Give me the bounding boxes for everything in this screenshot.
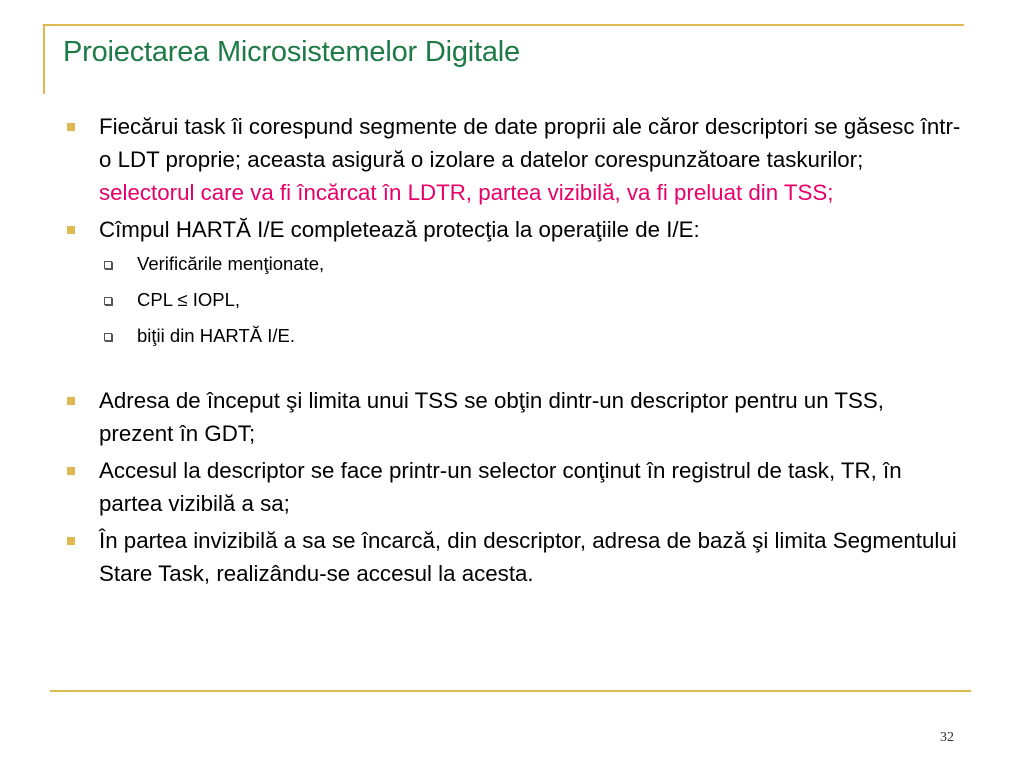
page-number: 32 xyxy=(940,730,954,745)
square-bullet-icon xyxy=(67,397,75,405)
bullet-item xyxy=(62,524,962,590)
hollow-square-bullet-icon xyxy=(104,297,112,305)
bullet-text: Cîmpul HARTĂ I/E completează protecţia la operaţiile de I/E: xyxy=(99,217,700,242)
hollow-square-bullet-icon xyxy=(104,333,112,341)
sub-bullet-item xyxy=(62,286,962,314)
sub-bullet-text: CPL ≤ IOPL, xyxy=(137,289,241,310)
bullet-highlight-text: selectorul care va fi încărcat în LDTR, partea vizibilă, va fi preluat din TSS; xyxy=(99,180,834,205)
bullet-text: Fiecărui task îi corespund segmente de date proprii ale căror descriptori se găsesc într-o LDT proprie; aceasta asigură o izolare a datelor corespunzătoare taskurilor; xyxy=(99,114,961,172)
hollow-square-bullet-icon xyxy=(104,261,112,269)
bullet-item xyxy=(62,384,962,450)
bullet-item xyxy=(62,454,962,520)
sub-bullet-text: biţii din HARTĂ I/E. xyxy=(137,325,295,346)
square-bullet-icon xyxy=(67,123,75,131)
sub-bullet-item xyxy=(62,322,962,350)
square-bullet-icon xyxy=(67,226,75,234)
title-frame-left-line xyxy=(43,24,45,94)
footer-divider-line xyxy=(50,690,971,692)
bullet-text: Accesul la descriptor se face printr-un selector conţinut în registrul de task, TR, în partea vizibilă a sa; xyxy=(99,458,902,516)
square-bullet-icon xyxy=(67,467,75,475)
bullet-item xyxy=(62,110,962,209)
sub-bullet-item xyxy=(62,250,962,278)
spacer xyxy=(62,358,962,384)
bullet-item xyxy=(62,213,962,246)
slide-title: Proiectarea Microsistemelor Digitale xyxy=(63,36,520,68)
slide-content xyxy=(62,110,962,594)
square-bullet-icon xyxy=(67,537,75,545)
bullet-text: În partea invizibilă a sa se încarcă, din descriptor, adresa de bază şi limita Segmentului Stare Task, realizându-se accesul la acesta. xyxy=(99,528,957,586)
title-frame-top-line xyxy=(43,24,964,26)
sub-bullet-text: Verificările menţionate, xyxy=(137,253,325,274)
bullet-text: Adresa de început şi limita unui TSS se obţin dintr-un descriptor pentru un TSS, prezent în GDT; xyxy=(99,388,884,446)
